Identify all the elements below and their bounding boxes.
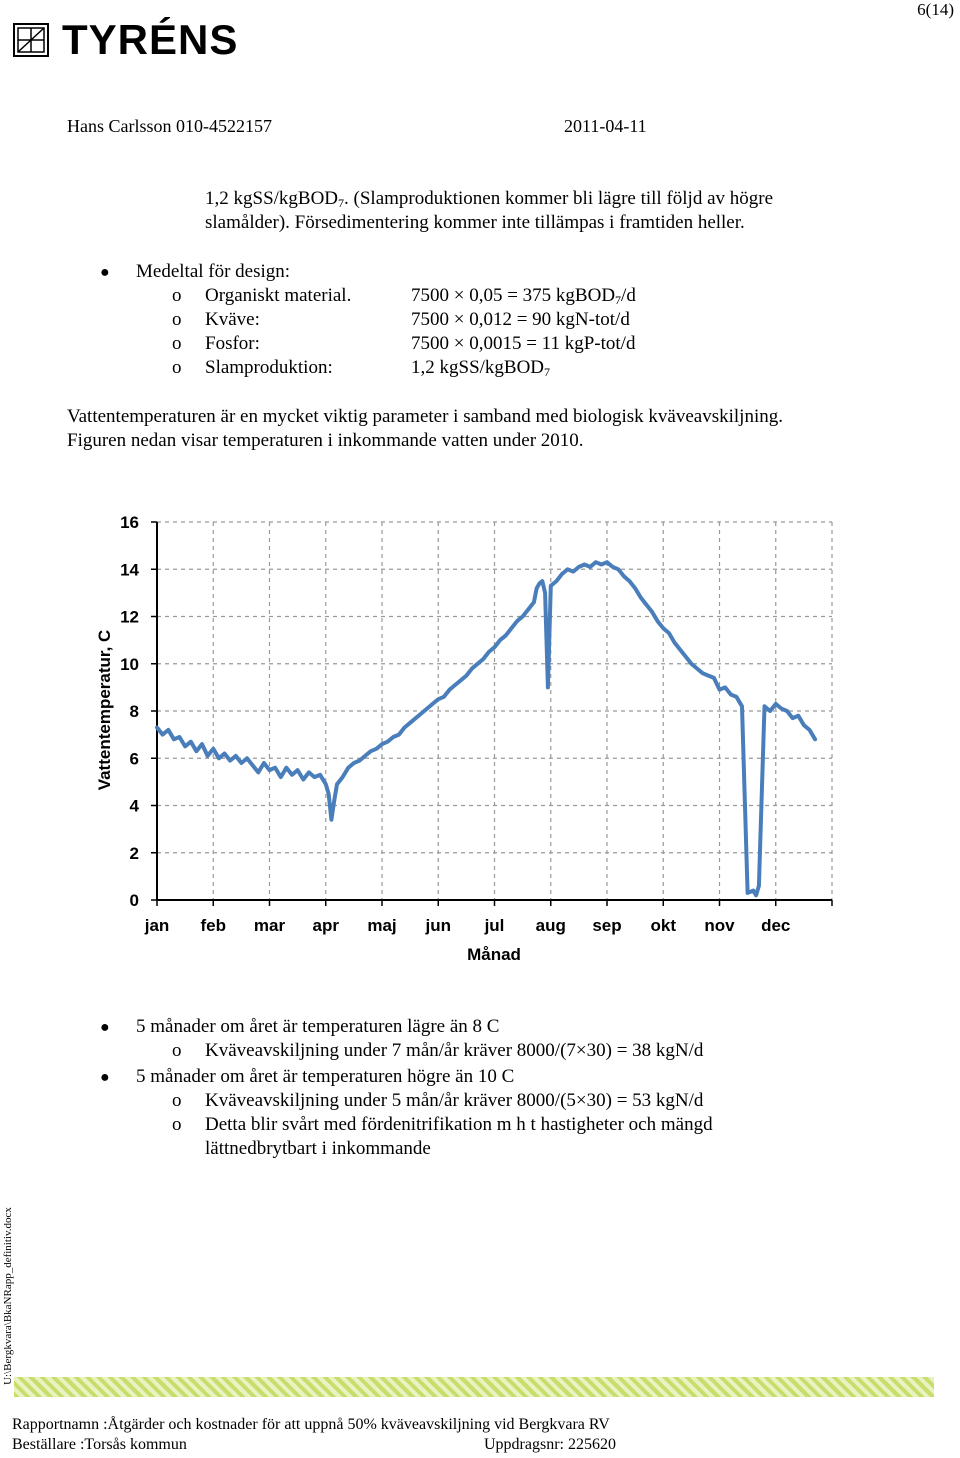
author-line: Hans Carlsson 010-4522157 (67, 116, 272, 136)
design-item-label: Slamproduktion: (205, 357, 333, 378)
sub-bullet-marker: o (172, 357, 182, 378)
x-tick-label: jun (425, 916, 451, 935)
x-tick-label: mar (253, 916, 286, 935)
x-tick-label: dec (761, 916, 791, 935)
document-date: 2011-04-11 (564, 116, 647, 136)
y-tick-label: 12 (120, 607, 139, 627)
client-name: Beställare :Torsås kommun (12, 1436, 187, 1453)
temperature-chart-svg (0, 490, 960, 980)
paragraph-line: Figuren nedan visar temperaturen i inkommande vatten under 2010. (67, 430, 584, 451)
temperature-series-line (157, 562, 815, 895)
x-tick-label: jul (484, 916, 505, 935)
value-text: 7500 × 0,05 = 375 kgBOD (411, 285, 616, 306)
design-item-value (411, 356, 550, 384)
x-tick-label: aug (535, 916, 566, 935)
design-item-label: Fosfor: (205, 333, 260, 354)
design-bullet: Medeltal för design: (136, 261, 291, 282)
sub-bullet-text: Detta blir svårt med fördenitrifikation m h t hastigheter och mängd (205, 1114, 713, 1135)
value-text: 1,2 kgSS/kgBOD (411, 357, 545, 378)
design-item-label: Kväve: (205, 309, 260, 330)
continuation-text-2: slamålder). Försedimentering kommer inte tillämpas i framtiden heller. (205, 212, 745, 233)
y-tick-label: 6 (129, 749, 139, 769)
sub-bullet-marker: o (172, 1114, 182, 1135)
temperature-chart (0, 490, 960, 980)
sub-bullet-text: Kväveavskiljning under 5 mån/år kräver 8000/(5×30) = 53 kgN/d (205, 1090, 704, 1111)
x-tick-label: jan (144, 916, 170, 935)
x-tick-label: maj (367, 916, 397, 935)
sub-bullet-marker: o (172, 285, 182, 306)
bullet-text: 5 månader om året är temperaturen lägre än 8 C (136, 1016, 500, 1037)
x-tick-label: okt (650, 916, 676, 935)
subscript: 7 (544, 365, 551, 379)
continuation-rest: . (Slamproduktionen kommer bli lägre till följd av högre (344, 188, 774, 209)
y-tick-label: 16 (120, 513, 139, 532)
y-tick-label: 10 (120, 654, 139, 674)
subscript: 7 (338, 196, 345, 210)
value-suffix: /d (621, 285, 636, 306)
design-item-value: 7500 × 0,012 = 90 kgN-tot/d (411, 309, 630, 330)
file-path: U:\Bergkvara\BkaNRapp_definitiv.docx (2, 1207, 14, 1385)
sub-bullet-marker: o (172, 333, 182, 354)
y-tick-label: 2 (129, 843, 139, 863)
tyrens-logo-icon (12, 20, 52, 60)
decorative-strip (14, 1377, 934, 1397)
bullet-marker: ● (100, 1019, 110, 1036)
bullet-marker: ● (100, 1069, 110, 1086)
x-tick-label: nov (704, 916, 735, 935)
y-tick-label: 8 (129, 702, 139, 721)
assignment-number: Uppdragsnr: 225620 (484, 1436, 616, 1453)
bullet-text: 5 månader om året är temperaturen högre än 10 C (136, 1066, 515, 1087)
y-tick-label: 4 (129, 796, 139, 816)
bullet-marker: ● (100, 264, 110, 281)
report-name: Rapportnamn :Åtgärder och kostnader för att uppnå 50% kväveavskiljning vid Bergkvara RV (12, 1416, 610, 1433)
continuation-part: 1,2 kgSS/kgBOD (205, 188, 339, 209)
sub-bullet-marker: o (172, 1090, 182, 1111)
sub-bullet-text: lättnedbrytbart i inkommande (205, 1138, 431, 1159)
design-item-label: Organiskt material. (205, 285, 352, 306)
x-tick-label: apr (312, 916, 339, 935)
paragraph-line: Vattentemperaturen är en mycket viktig parameter i samband med biologisk kväveavskiljning. (67, 406, 783, 427)
company-logo (12, 18, 238, 62)
x-tick-label: feb (200, 916, 226, 935)
page-number: 6(14) (917, 0, 954, 19)
sub-bullet-text: Kväveavskiljning under 7 mån/år kräver 8000/(7×30) = 38 kgN/d (205, 1040, 704, 1061)
x-axis-label: Månad (467, 945, 521, 964)
logo-text: TYRÉNS (62, 16, 239, 63)
design-item-value: 7500 × 0,0015 = 11 kgP-tot/d (411, 333, 636, 354)
y-axis-label: Vattentemperatur, C (95, 629, 114, 791)
sub-bullet-marker: o (172, 309, 182, 330)
y-tick-label: 14 (120, 560, 139, 580)
subscript: 7 (615, 293, 622, 307)
y-tick-label: 0 (129, 891, 139, 910)
x-tick-label: sep (592, 916, 622, 935)
sub-bullet-marker: o (172, 1040, 182, 1061)
